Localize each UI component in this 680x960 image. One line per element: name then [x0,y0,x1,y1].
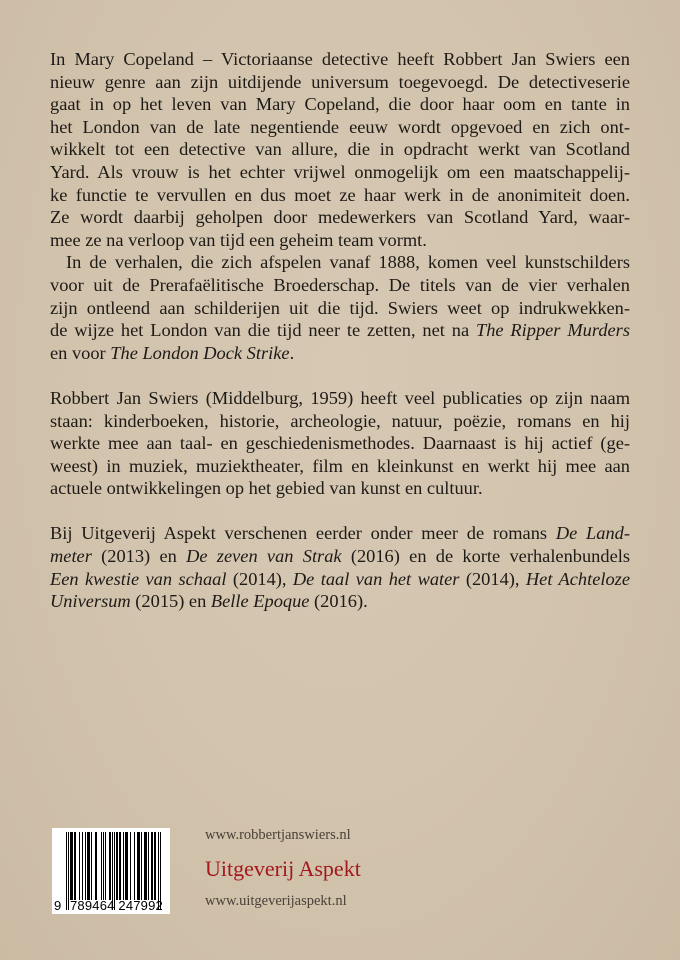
barcode-bar [141,832,142,900]
barcode-bar [137,832,138,900]
publisher-website-link[interactable]: www.uitgeverijaspekt.nl [205,893,347,909]
text-span: . [289,342,295,363]
barcode-bar [130,832,131,900]
barcode-bar [89,832,90,900]
barcode-bar [110,832,111,900]
barcode-bar [126,832,127,900]
barcode-bar [79,832,80,900]
barcode-bar [154,832,155,900]
text-line: wikkelt tot een detective van allure, die in opdracht werkt van Scotland [50,139,630,160]
barcode-bar [103,832,104,900]
text-line: het London van de late negentiende eeuw wordt opgevoed en zich ont- [50,116,630,137]
text-line [50,342,630,365]
text-span: (2013) en [91,546,187,567]
italic-title: The Ripper Murders [475,320,630,341]
barcode-bar [138,832,139,900]
text-line [50,522,630,545]
barcode-bar [91,832,92,900]
text-span: Bij Uitgeverij Aspekt verschenen eerder onder meer de romans [50,523,556,544]
barcode-bar [144,832,145,900]
barcode-digit-groups: 789464 247992 [70,898,163,913]
text-line [50,319,630,342]
text-line: voor uit de Prerafaëlitische Broederschap. De titels van de vier verhalen [50,274,630,295]
barcode-bar [119,832,120,900]
italic-title: Het Achteloze [525,568,630,589]
barcode-bar [70,832,71,900]
italic-title: De Land- [555,523,630,544]
barcode-bar [75,832,76,900]
text-line: nieuw genre aan zijn uitdijende universum toegevoegd. De detectiveserie [50,71,630,92]
text-line: staan: kinderboeken, historie, archeologie, natuur, poëzie, romans en hij [50,410,630,431]
text-span: (2014), [226,568,293,589]
barcode-bar [68,832,69,910]
barcode-bar [139,832,140,900]
barcode-bar [127,832,128,900]
publisher-name: Uitgeverij Aspekt [205,856,361,881]
text-span: de wijze het London van die tijd neer te zetten, net na [50,320,476,341]
barcode-bar [95,832,96,900]
italic-title: Een kwestie van schaal [50,568,227,589]
paragraph-author-bio [50,387,630,500]
barcode-bar [120,832,121,900]
barcode-bar [82,832,83,900]
text-line: zijn ontleend aan schilderijen uit die tijd. Swiers weet op indrukwekken- [50,297,630,318]
text-line [50,590,630,613]
text-span: (2015) en [130,591,211,612]
barcode-bar [148,832,149,900]
barcode-bar [87,832,88,900]
barcode-bar [116,832,117,900]
barcode-bar [145,832,146,900]
barcode-bar [101,832,102,900]
paragraph-stories [50,251,630,364]
text-line: Yard. Als vrouw is het echter vrijwel onmogelijk om een maatschappelij- [50,161,630,182]
text-line: ke functie te vervullen en dus moet ze haar werk in de anonimiteit doen. [50,184,630,205]
text-line: mee ze na verloop van tijd een geheim team vormt. [50,229,427,250]
text-line: weest) in muziek, muziektheater, film en kleinkunst en werkt hij mee aan [50,455,630,476]
barcode-bar [134,832,135,900]
barcode-bar [72,832,73,900]
text-line [50,545,630,568]
barcode-bar [109,832,110,900]
blurb-text [50,48,630,613]
author-website-link[interactable]: www.robbertjanswiers.nl [205,827,351,843]
italic-title: De taal van het water [292,568,460,589]
barcode-bar [151,832,152,900]
barcode-bar [85,832,86,900]
italic-title: Belle Epoque [210,591,310,612]
barcode-first-digit: 9 [54,898,62,913]
italic-title: meter [50,546,92,567]
barcode-bar [71,832,72,900]
paragraph-other-works [50,522,630,612]
italic-title: The London Dock Strike [110,342,290,363]
barcode-bar [125,832,126,900]
text-span: (2016) en de korte verhalenbundels [341,546,630,567]
italic-title: Universum [50,591,131,612]
barcode-bar [66,832,67,910]
barcode-bar [96,832,97,900]
text-line: In Mary Copeland – Victoriaanse detective heeft Robbert Jan Swiers een [50,49,630,69]
barcode-bar [152,832,153,900]
barcode-bar [123,832,124,900]
barcode-bar [117,832,118,900]
italic-title: De zeven van Strak [186,546,342,567]
text-line [50,568,630,591]
paragraph-series-intro [50,48,630,251]
isbn-barcode [52,828,170,914]
barcode-bar [88,832,89,900]
barcode-bar [74,832,75,900]
text-span: en voor [50,342,111,363]
text-span: (2014), [459,568,526,589]
text-line: gaat in op het leven van Mary Copeland, die door haar oom en tante in [50,94,630,115]
barcode-bar [155,832,156,900]
text-line: In de verhalen, die zich afspelen vanaf 1888, komen veel kunstschilders [66,252,630,273]
barcode-bar [146,832,147,900]
text-line: Ze wordt daarbij geholpen door medewerkers van Scotland Yard, waar- [50,207,630,228]
text-span: (2016). [309,591,368,612]
text-line: actuele ontwikkelingen op het gebied van kunst en cultuur. [50,478,483,499]
text-line: Robbert Jan Swiers (Middelburg, 1959) heeft veel publicaties op zijn naam [50,387,630,408]
text-line: werkte mee aan taal- en geschiedenismethodes. Daarnaast is hij actief (ge- [50,433,630,454]
barcode-bar [105,832,106,900]
